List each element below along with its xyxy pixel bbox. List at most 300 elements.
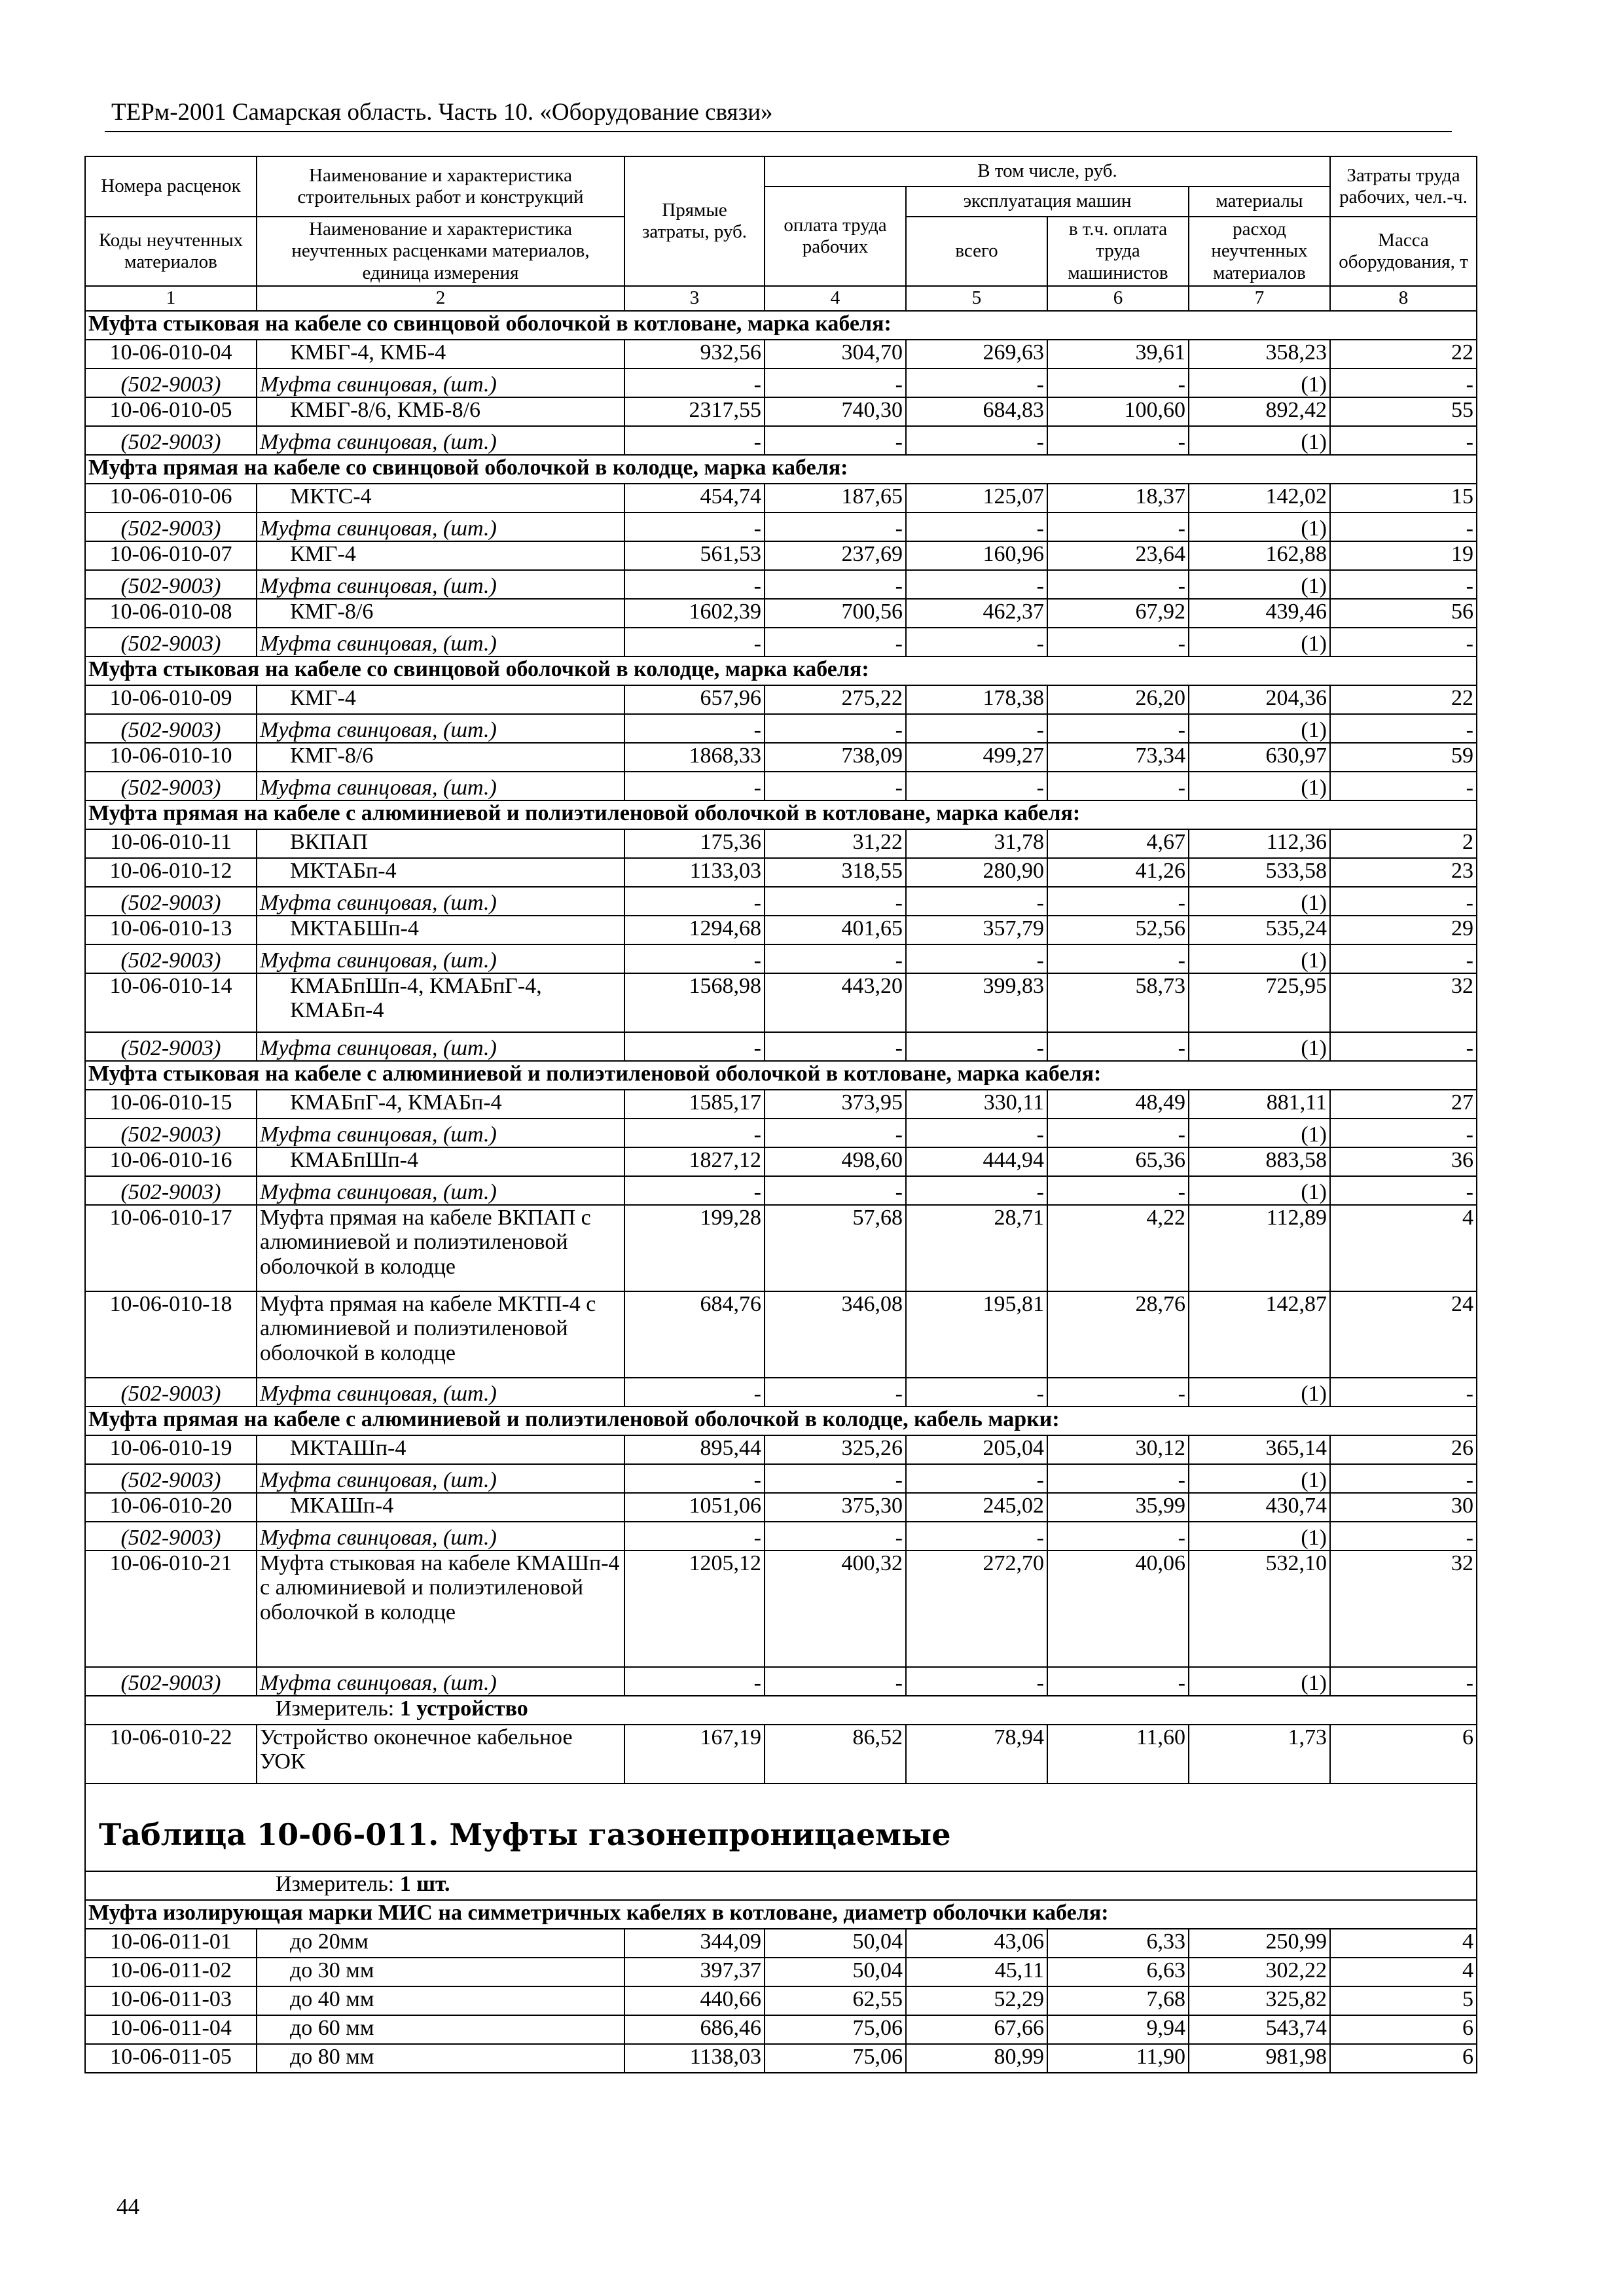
direct-cost-cell: 932,56	[624, 340, 765, 368]
machines-total-cell: 269,63	[906, 340, 1047, 368]
machinist-pay-cell: 39,61	[1047, 340, 1189, 368]
section-heading: Муфта стыковая на кабеле со свинцовой оболочкой в котловане, марка кабеля:	[85, 311, 1477, 340]
direct-cost-cell: -	[624, 628, 765, 656]
machinist-pay-cell: -	[1047, 1032, 1189, 1061]
machines-total-cell: -	[906, 628, 1047, 656]
machinist-pay-cell: 4,22	[1047, 1205, 1189, 1291]
material-name: Муфта свинцовая, (шт.)	[257, 1378, 624, 1407]
col5-header: всего	[906, 217, 1047, 286]
machines-total-cell: -	[906, 512, 1047, 541]
labor-hours-cell: 4	[1330, 1958, 1477, 1986]
machinist-pay-cell: 6,33	[1047, 1929, 1189, 1958]
labor-pay-cell: 443,20	[765, 973, 906, 1032]
materials-cell: (1)	[1189, 368, 1330, 397]
spacer-row	[85, 1784, 1477, 1808]
rate-row	[85, 397, 1477, 426]
materials-cell: 204,36	[1189, 685, 1330, 714]
material-name: Муфта свинцовая, (шт.)	[257, 1119, 624, 1147]
direct-cost-cell: 657,96	[624, 685, 765, 714]
rate-name: до 80 мм	[257, 2044, 624, 2073]
rate-code: 10-06-010-15	[85, 1090, 257, 1119]
measure-unit-value: 1 устройство	[399, 1696, 528, 1721]
section-heading-row	[85, 311, 1477, 340]
labor-hours-cell: -	[1330, 1378, 1477, 1407]
machinist-pay-cell: 9,94	[1047, 2015, 1189, 2044]
rate-code: 10-06-010-11	[85, 829, 257, 858]
machinist-pay-cell: -	[1047, 1667, 1189, 1696]
rate-name: КМАБпГ-4, КМАБп-4	[257, 1090, 624, 1119]
material-row	[85, 628, 1477, 656]
machines-total-cell: -	[906, 944, 1047, 973]
materials-cell: 358,23	[1189, 340, 1330, 368]
labor-pay-cell: 375,30	[765, 1493, 906, 1522]
machinist-pay-cell: -	[1047, 512, 1189, 541]
labor-hours-cell: -	[1330, 426, 1477, 455]
rate-name: МКТАШп-4	[257, 1435, 624, 1464]
material-name: Муфта свинцовая, (шт.)	[257, 887, 624, 916]
labor-hours-cell: -	[1330, 512, 1477, 541]
machines-total-cell: 205,04	[906, 1435, 1047, 1464]
material-row	[85, 714, 1477, 743]
material-code: (502-9003)	[85, 368, 257, 397]
machines-total-cell: 357,79	[906, 916, 1047, 944]
col2-top-header: Наименование и характеристика строительных работ и конструкций	[257, 156, 624, 217]
labor-pay-cell: 400,32	[765, 1551, 906, 1667]
section-heading-row	[85, 800, 1477, 829]
machines-total-cell: -	[906, 1667, 1047, 1696]
machinist-pay-cell: -	[1047, 1176, 1189, 1205]
rate-name: КМАБпШп-4, КМАБпГ-4, КМАБп-4	[257, 973, 624, 1032]
labor-pay-cell: -	[765, 1176, 906, 1205]
machines-total-cell: -	[906, 1464, 1047, 1493]
materials-cell: (1)	[1189, 1378, 1330, 1407]
rate-name: Муфта прямая на кабеле ВКПАП с алюминиевой и полиэтиленовой оболочкой в колодце	[257, 1205, 624, 1291]
rates-table	[84, 156, 1477, 2073]
rate-row	[85, 541, 1477, 570]
labor-pay-cell: 498,60	[765, 1147, 906, 1176]
material-code: (502-9003)	[85, 1032, 257, 1061]
material-name: Муфта свинцовая, (шт.)	[257, 772, 624, 800]
material-row	[85, 772, 1477, 800]
labor-hours-cell: 2	[1330, 829, 1477, 858]
rate-code: 10-06-010-17	[85, 1205, 257, 1291]
labor-hours-cell: 26	[1330, 1435, 1477, 1464]
materials-cell: 142,87	[1189, 1291, 1330, 1378]
section-heading-row	[85, 1407, 1477, 1435]
machinist-pay-cell: -	[1047, 1119, 1189, 1147]
material-row	[85, 887, 1477, 916]
header-rule	[105, 131, 1452, 132]
direct-cost-cell: -	[624, 1032, 765, 1061]
labor-hours-cell: -	[1330, 368, 1477, 397]
rate-row	[85, 1435, 1477, 1464]
machinist-pay-cell: 30,12	[1047, 1435, 1189, 1464]
materials-cell: 883,58	[1189, 1147, 1330, 1176]
spacer-cell	[85, 1784, 1477, 1808]
materials-cell: (1)	[1189, 426, 1330, 455]
material-name: Муфта свинцовая, (шт.)	[257, 1667, 624, 1696]
measure-unit	[85, 1871, 1477, 1900]
machines-total-cell: 272,70	[906, 1551, 1047, 1667]
rate-name: ВКПАП	[257, 829, 624, 858]
rate-name: МКТС-4	[257, 484, 624, 512]
labor-hours-cell: 4	[1330, 1929, 1477, 1958]
direct-cost-cell: 895,44	[624, 1435, 765, 1464]
labor-pay-cell: -	[765, 368, 906, 397]
section-heading: Муфта прямая на кабеле со свинцовой оболочкой в колодце, марка кабеля:	[85, 455, 1477, 484]
rate-name: КМГ-4	[257, 685, 624, 714]
direct-cost-cell: 199,28	[624, 1205, 765, 1291]
material-name: Муфта свинцовая, (шт.)	[257, 714, 624, 743]
rate-row	[85, 973, 1477, 1032]
section-heading-row	[85, 1900, 1477, 1929]
rate-row	[85, 743, 1477, 772]
measure-unit	[85, 1696, 1477, 1725]
col4-header: оплата труда рабочих	[765, 187, 906, 286]
machinist-pay-cell: 35,99	[1047, 1493, 1189, 1522]
machines-total-cell: 684,83	[906, 397, 1047, 426]
machinist-pay-cell: 100,60	[1047, 397, 1189, 426]
labor-pay-cell: 318,55	[765, 858, 906, 887]
material-code: (502-9003)	[85, 1378, 257, 1407]
machinist-pay-cell: 58,73	[1047, 973, 1189, 1032]
rate-code: 10-06-010-18	[85, 1291, 257, 1378]
labor-hours-cell: -	[1330, 772, 1477, 800]
materials-cell: 1,73	[1189, 1725, 1330, 1784]
material-row	[85, 1176, 1477, 1205]
direct-cost-cell: -	[624, 570, 765, 599]
labor-pay-cell: 50,04	[765, 1929, 906, 1958]
materials-header: материалы	[1189, 187, 1330, 217]
rate-name: МКАШп-4	[257, 1493, 624, 1522]
section-heading: Муфта прямая на кабеле с алюминиевой и полиэтиленовой оболочкой в колодце, кабель марки:	[85, 1407, 1477, 1435]
page-number: 44	[117, 2194, 139, 2219]
machinist-pay-cell: -	[1047, 1522, 1189, 1551]
rate-code: 10-06-011-01	[85, 1929, 257, 1958]
rate-code: 10-06-010-12	[85, 858, 257, 887]
rate-name: КМГ-4	[257, 541, 624, 570]
col1-bottom-header: Коды неучтенных материалов	[85, 217, 257, 286]
rate-code: 10-06-011-05	[85, 2044, 257, 2073]
column-number: 7	[1189, 286, 1330, 311]
material-row	[85, 1119, 1477, 1147]
labor-hours-cell: 27	[1330, 1090, 1477, 1119]
machinist-pay-cell: 41,26	[1047, 858, 1189, 887]
machines-total-cell: 52,29	[906, 1986, 1047, 2015]
direct-cost-cell: 344,09	[624, 1929, 765, 1958]
labor-hours-cell: 30	[1330, 1493, 1477, 1522]
column-number: 4	[765, 286, 906, 311]
measure-unit-row	[85, 1871, 1477, 1900]
labor-hours-cell: 6	[1330, 2015, 1477, 2044]
rate-name: КМГ-8/6	[257, 599, 624, 628]
materials-cell: (1)	[1189, 512, 1330, 541]
labor-pay-cell: -	[765, 1032, 906, 1061]
column-number: 5	[906, 286, 1047, 311]
material-code: (502-9003)	[85, 887, 257, 916]
labor-hours-cell: -	[1330, 1032, 1477, 1061]
machines-total-cell: 160,96	[906, 541, 1047, 570]
rate-row	[85, 1725, 1477, 1784]
labor-pay-cell: 62,55	[765, 1986, 906, 2015]
direct-cost-cell: -	[624, 512, 765, 541]
materials-cell: 535,24	[1189, 916, 1330, 944]
machines-total-cell: 67,66	[906, 2015, 1047, 2044]
machinist-pay-cell: 26,20	[1047, 685, 1189, 714]
materials-cell: 981,98	[1189, 2044, 1330, 2073]
rate-code: 10-06-010-14	[85, 973, 257, 1032]
material-code: (502-9003)	[85, 1176, 257, 1205]
machines-total-cell: 125,07	[906, 484, 1047, 512]
labor-hours-cell: 22	[1330, 685, 1477, 714]
labor-pay-cell: 86,52	[765, 1725, 906, 1784]
col1-top-header: Номера расценок	[85, 156, 257, 217]
col6-header: в т.ч. оплата труда машинистов	[1047, 217, 1189, 286]
labor-pay-cell: 373,95	[765, 1090, 906, 1119]
material-code: (502-9003)	[85, 426, 257, 455]
rate-code: 10-06-010-22	[85, 1725, 257, 1784]
labor-hours-cell: 32	[1330, 973, 1477, 1032]
material-name: Муфта свинцовая, (шт.)	[257, 1176, 624, 1205]
materials-cell: (1)	[1189, 887, 1330, 916]
rate-code: 10-06-010-05	[85, 397, 257, 426]
labor-hours-cell: -	[1330, 1522, 1477, 1551]
labor-pay-cell: 325,26	[765, 1435, 906, 1464]
rate-name: КМБГ-4, КМБ-4	[257, 340, 624, 368]
material-row	[85, 426, 1477, 455]
labor-pay-cell: 346,08	[765, 1291, 906, 1378]
materials-cell: (1)	[1189, 714, 1330, 743]
rate-code: 10-06-010-08	[85, 599, 257, 628]
machinist-pay-cell: 11,90	[1047, 2044, 1189, 2073]
materials-cell: 630,97	[1189, 743, 1330, 772]
labor-pay-cell: 738,09	[765, 743, 906, 772]
rate-code: 10-06-010-21	[85, 1551, 257, 1667]
material-code: (502-9003)	[85, 1522, 257, 1551]
materials-cell: 142,02	[1189, 484, 1330, 512]
rate-name: МКТАБп-4	[257, 858, 624, 887]
direct-cost-cell: 1868,33	[624, 743, 765, 772]
material-code: (502-9003)	[85, 944, 257, 973]
direct-cost-cell: 1133,03	[624, 858, 765, 887]
direct-cost-cell: -	[624, 1464, 765, 1493]
machines-total-cell: 330,11	[906, 1090, 1047, 1119]
rate-code: 10-06-010-16	[85, 1147, 257, 1176]
rate-row	[85, 484, 1477, 512]
materials-cell: (1)	[1189, 628, 1330, 656]
machines-total-cell: -	[906, 1176, 1047, 1205]
rate-code: 10-06-011-03	[85, 1986, 257, 2015]
machines-total-cell: -	[906, 1522, 1047, 1551]
material-code: (502-9003)	[85, 1464, 257, 1493]
material-row	[85, 1032, 1477, 1061]
machinist-pay-cell: 65,36	[1047, 1147, 1189, 1176]
rate-row	[85, 2044, 1477, 2073]
machines-total-cell: 45,11	[906, 1958, 1047, 1986]
rate-row	[85, 916, 1477, 944]
col2-bottom-header: Наименование и характеристика неучтенных расценками материалов, единица измерения	[257, 217, 624, 286]
direct-cost-cell: 454,74	[624, 484, 765, 512]
labor-hours-cell: -	[1330, 1667, 1477, 1696]
labor-pay-cell: 700,56	[765, 599, 906, 628]
machinist-pay-cell: -	[1047, 570, 1189, 599]
labor-pay-cell: 401,65	[765, 916, 906, 944]
rate-row	[85, 1147, 1477, 1176]
labor-hours-cell: 22	[1330, 340, 1477, 368]
machines-total-cell: 462,37	[906, 599, 1047, 628]
materials-cell: 532,10	[1189, 1551, 1330, 1667]
rate-name: Муфта стыковая на кабеле КМАШп-4 с алюминиевой и полиэтиленовой оболочкой в колодце	[257, 1551, 624, 1667]
machinist-pay-cell: 52,56	[1047, 916, 1189, 944]
direct-cost-cell: -	[624, 1522, 765, 1551]
labor-pay-cell: -	[765, 1522, 906, 1551]
rate-name: до 20мм	[257, 1929, 624, 1958]
rate-code: 10-06-010-10	[85, 743, 257, 772]
material-code: (502-9003)	[85, 628, 257, 656]
machinist-pay-cell: 40,06	[1047, 1551, 1189, 1667]
rate-name: КМГ-8/6	[257, 743, 624, 772]
rate-row	[85, 1090, 1477, 1119]
machinist-pay-cell: 73,34	[1047, 743, 1189, 772]
material-row	[85, 512, 1477, 541]
materials-cell: 892,42	[1189, 397, 1330, 426]
direct-cost-cell: 397,37	[624, 1958, 765, 1986]
rate-row	[85, 1493, 1477, 1522]
material-name: Муфта свинцовая, (шт.)	[257, 1032, 624, 1061]
machines-total-cell: 195,81	[906, 1291, 1047, 1378]
labor-hours-cell: -	[1330, 628, 1477, 656]
column-number: 3	[624, 286, 765, 311]
machinist-pay-cell: 11,60	[1047, 1725, 1189, 1784]
material-name: Муфта свинцовая, (шт.)	[257, 628, 624, 656]
direct-cost-cell: -	[624, 368, 765, 397]
materials-cell: (1)	[1189, 944, 1330, 973]
machines-total-cell: -	[906, 570, 1047, 599]
machinist-pay-cell: -	[1047, 628, 1189, 656]
direct-cost-cell: 1138,03	[624, 2044, 765, 2073]
table-title-row	[85, 1808, 1477, 1871]
machinist-pay-cell: -	[1047, 887, 1189, 916]
direct-cost-cell: 1568,98	[624, 973, 765, 1032]
labor-pay-cell: 275,22	[765, 685, 906, 714]
labor-pay-cell: -	[765, 1378, 906, 1407]
rates-table-body	[85, 156, 1477, 2073]
labor-pay-cell: -	[765, 944, 906, 973]
rate-name: Муфта прямая на кабеле МКТП-4 с алюминиевой и полиэтиленовой оболочкой в колодце	[257, 1291, 624, 1378]
machinist-pay-cell: 18,37	[1047, 484, 1189, 512]
labor-hours-cell: 32	[1330, 1551, 1477, 1667]
materials-cell: (1)	[1189, 1119, 1330, 1147]
direct-cost-cell: 1294,68	[624, 916, 765, 944]
labor-hours-cell: -	[1330, 1119, 1477, 1147]
section-heading-row	[85, 656, 1477, 685]
labor-pay-cell: -	[765, 772, 906, 800]
col8-top-header: Затраты труда рабочих, чел.-ч.	[1330, 156, 1477, 217]
materials-cell: 533,58	[1189, 858, 1330, 887]
labor-pay-cell: 237,69	[765, 541, 906, 570]
machinist-pay-cell: 4,67	[1047, 829, 1189, 858]
machinist-pay-cell: 23,64	[1047, 541, 1189, 570]
materials-cell: (1)	[1189, 1032, 1330, 1061]
direct-cost-cell: 561,53	[624, 541, 765, 570]
rate-name: Устройство оконечное кабельное УОК	[257, 1725, 624, 1784]
rate-code: 10-06-010-13	[85, 916, 257, 944]
rate-row	[85, 1929, 1477, 1958]
rate-row	[85, 340, 1477, 368]
machinist-pay-cell: 67,92	[1047, 599, 1189, 628]
column-numbers-row	[85, 286, 1477, 311]
materials-cell: (1)	[1189, 772, 1330, 800]
column-number: 8	[1330, 286, 1477, 311]
machines-total-cell: 499,27	[906, 743, 1047, 772]
labor-hours-cell: 56	[1330, 599, 1477, 628]
material-row	[85, 944, 1477, 973]
direct-cost-cell: 1585,17	[624, 1090, 765, 1119]
rate-row	[85, 685, 1477, 714]
labor-pay-cell: -	[765, 1667, 906, 1696]
labor-pay-cell: -	[765, 887, 906, 916]
labor-pay-cell: 31,22	[765, 829, 906, 858]
direct-cost-cell: 1827,12	[624, 1147, 765, 1176]
col3-header: Прямые затраты, руб.	[624, 156, 765, 286]
materials-cell: 325,82	[1189, 1986, 1330, 2015]
materials-cell: 725,95	[1189, 973, 1330, 1032]
materials-cell: 112,36	[1189, 829, 1330, 858]
materials-cell: 430,74	[1189, 1493, 1330, 1522]
labor-hours-cell: -	[1330, 714, 1477, 743]
machines-total-cell: -	[906, 1378, 1047, 1407]
materials-cell: (1)	[1189, 570, 1330, 599]
measure-unit-value: 1 шт.	[399, 1872, 450, 1897]
rate-row	[85, 1291, 1477, 1378]
materials-cell: 439,46	[1189, 599, 1330, 628]
materials-cell: (1)	[1189, 1667, 1330, 1696]
labor-hours-cell: -	[1330, 1176, 1477, 1205]
labor-hours-cell: 6	[1330, 1725, 1477, 1784]
direct-cost-cell: -	[624, 1667, 765, 1696]
machinist-pay-cell: -	[1047, 772, 1189, 800]
materials-cell: (1)	[1189, 1522, 1330, 1551]
materials-cell: 543,74	[1189, 2015, 1330, 2044]
rate-name: до 60 мм	[257, 2015, 624, 2044]
material-row	[85, 368, 1477, 397]
material-code: (502-9003)	[85, 512, 257, 541]
column-number: 2	[257, 286, 624, 311]
machinist-pay-cell: -	[1047, 944, 1189, 973]
labor-pay-cell: -	[765, 512, 906, 541]
materials-cell: (1)	[1189, 1464, 1330, 1493]
machinist-pay-cell: -	[1047, 426, 1189, 455]
rate-code: 10-06-010-06	[85, 484, 257, 512]
machines-total-cell: 444,94	[906, 1147, 1047, 1176]
labor-pay-cell: 50,04	[765, 1958, 906, 1986]
machines-total-cell: -	[906, 368, 1047, 397]
material-name: Муфта свинцовая, (шт.)	[257, 368, 624, 397]
direct-cost-cell: 440,66	[624, 1986, 765, 2015]
labor-pay-cell: 75,06	[765, 2044, 906, 2073]
labor-hours-cell: 36	[1330, 1147, 1477, 1176]
direct-cost-cell: 686,46	[624, 2015, 765, 2044]
machines-total-cell: -	[906, 1119, 1047, 1147]
materials-cell: (1)	[1189, 1176, 1330, 1205]
labor-hours-cell: -	[1330, 1464, 1477, 1493]
direct-cost-cell: 1602,39	[624, 599, 765, 628]
rate-code: 10-06-010-19	[85, 1435, 257, 1464]
machines-total-cell: 43,06	[906, 1929, 1047, 1958]
machines-total-cell: -	[906, 887, 1047, 916]
rate-row	[85, 2015, 1477, 2044]
section-heading: Муфта стыковая на кабеле с алюминиевой и полиэтиленовой оболочкой в котловане, марка кабеля:	[85, 1061, 1477, 1090]
